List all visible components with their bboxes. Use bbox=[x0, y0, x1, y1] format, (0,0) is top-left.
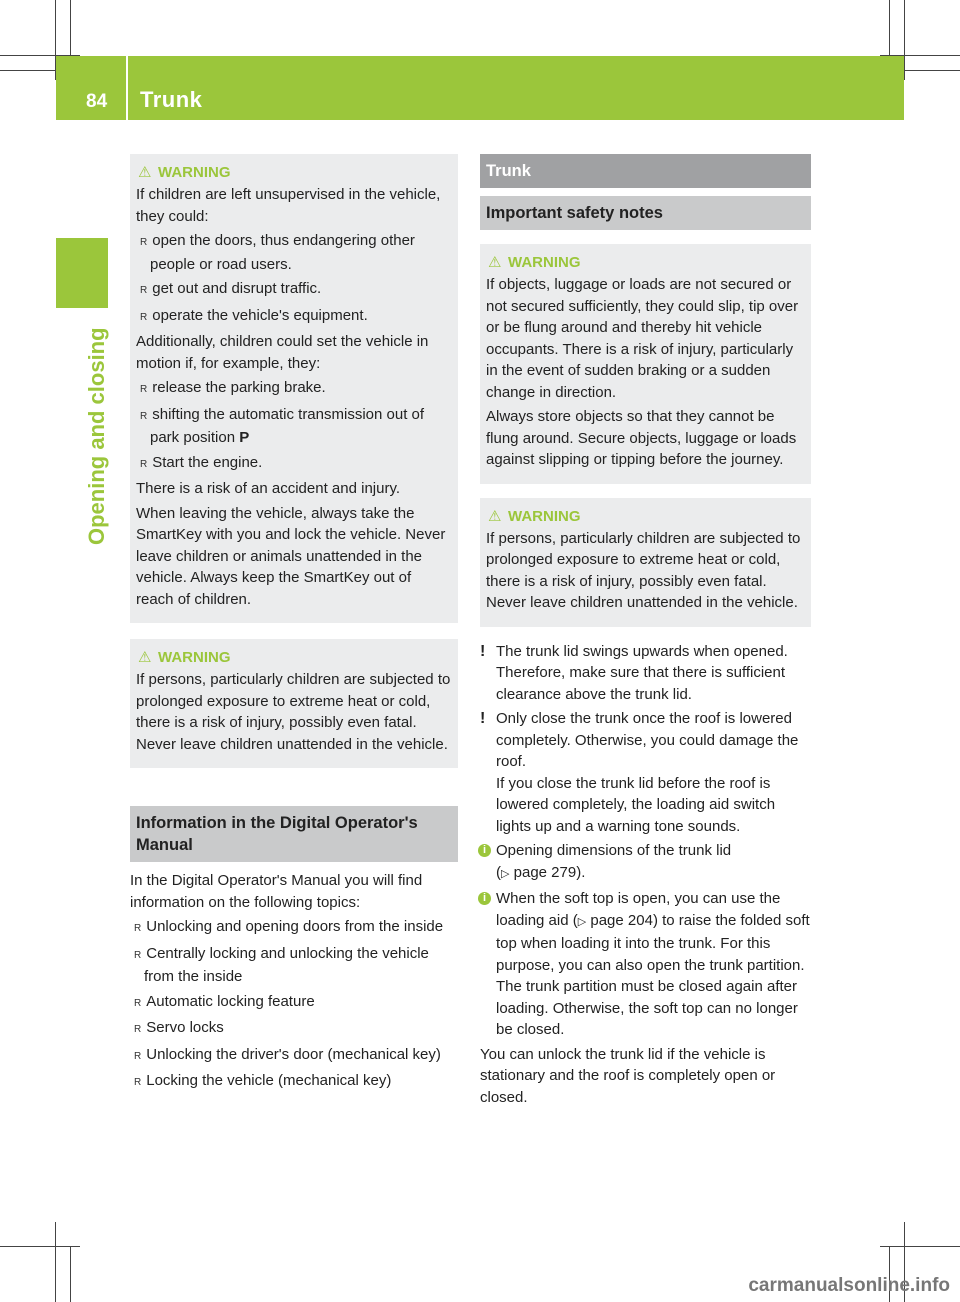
page-number: 84 bbox=[86, 91, 108, 112]
list-item: R open the doors, thus endangering other people or road users. bbox=[136, 230, 452, 275]
list-item: R Start the engine. bbox=[136, 452, 452, 476]
crop-mark bbox=[905, 70, 960, 71]
warning-icon: ⚠ bbox=[488, 507, 502, 525]
warning-box bbox=[480, 244, 811, 484]
crop-mark bbox=[889, 0, 890, 55]
warning-label: WARNING bbox=[508, 507, 581, 525]
page-ref-arrow-icon: ▷ bbox=[577, 915, 587, 928]
right-column bbox=[480, 154, 811, 1111]
crop-mark bbox=[55, 1222, 56, 1302]
list-item: R shifting the automatic transmission out of park position P bbox=[136, 404, 452, 449]
caution-icon: ! bbox=[480, 710, 486, 727]
section-title: Trunk bbox=[480, 154, 811, 188]
running-title: Trunk bbox=[140, 87, 203, 112]
list-item: R Locking the vehicle (mechanical key) bbox=[130, 1070, 458, 1094]
left-column bbox=[130, 154, 458, 1097]
warning-box bbox=[480, 498, 811, 627]
info-note: i When the soft top is open, you can use the loading aid (▷ page 204) to raise the folded soft top when loading it into the trunk. For this purpose, you can also open the trunk partition. The trunk partition must be closed again after loading. Otherwise, the soft top can no longer be closed. bbox=[480, 888, 811, 1041]
list-item: R operate the vehicle's equipment. bbox=[136, 305, 452, 329]
caution-note: ! The trunk lid swings upwards when opened. Therefore, make sure that there is sufficient clearance above the trunk lid. bbox=[480, 642, 788, 703]
header-divider bbox=[126, 56, 128, 120]
warning-heading bbox=[136, 162, 452, 184]
crop-mark bbox=[70, 1246, 71, 1302]
warning-text: If objects, luggage or loads are not secured or not secured sufficiently, they could slip, tip over or be flung around and thereby hit vehicle occupants. There is a risk of injury, particularly in the event of sudden braking or a sudden change in direction. bbox=[486, 276, 799, 401]
watermark: carmanualsonline.info bbox=[748, 1274, 950, 1296]
list-item: R Unlocking the driver's door (mechanical key) bbox=[130, 1044, 458, 1068]
crop-mark bbox=[880, 1246, 960, 1247]
warning-label: WARNING bbox=[158, 649, 231, 666]
list-item: R get out and disrupt traffic. bbox=[136, 278, 452, 302]
warning-box bbox=[130, 639, 458, 768]
warning-heading bbox=[136, 647, 452, 669]
caution-note: ! Only close the trunk once the roof is lowered completely. Otherwise, you could damage the roof. If you close the trunk lid before the roof is lowered completely, the loading aid switch lights up and a warning tone sounds. bbox=[480, 710, 799, 835]
warning-icon: ⚠ bbox=[138, 649, 152, 666]
crop-mark bbox=[0, 70, 55, 71]
warning-icon: ⚠ bbox=[488, 254, 502, 271]
warning-text: If children are left unsupervised in the vehicle, they could: bbox=[136, 186, 441, 225]
warning-text: Additionally, children could set the vehicle in motion if, for example, they: bbox=[136, 333, 429, 372]
page-reference[interactable]: page 204) to raise the folded soft top when loading it into the trunk. For this purpose, you can also open the trunk partition. bbox=[496, 911, 810, 974]
subsection-title: Important safety notes bbox=[480, 196, 811, 230]
warning-box bbox=[130, 154, 458, 623]
crop-mark bbox=[904, 0, 905, 80]
info-icon: i bbox=[478, 892, 491, 905]
warning-text: Always store objects so that they cannot be flung around. Secure objects, luggage or loads against slipping or tipping before the journey. bbox=[486, 408, 797, 468]
page-ref-arrow-icon: ▷ bbox=[501, 867, 510, 880]
crop-mark bbox=[0, 1246, 80, 1247]
chapter-label: Opening and closing bbox=[84, 327, 109, 545]
warning-icon: ⚠ bbox=[138, 164, 152, 181]
list-item: R Centrally locking and unlocking the vehicle from the inside bbox=[130, 943, 458, 988]
caution-icon: ! bbox=[480, 642, 486, 660]
list-item: R release the parking brake. bbox=[136, 377, 452, 401]
warning-text: If persons, particularly children are subjected to prolonged exposure to extreme heat or cold, there is a risk of injury, possibly even fatal. Never leave children unattended in the vehicle. bbox=[486, 529, 801, 611]
warning-label: WARNING bbox=[158, 164, 231, 181]
warning-text: When leaving the vehicle, always take the SmartKey with you and lock the vehicle. Never leave children or animals unattended in the vehicle. Always keep the SmartKey out of reach of children. bbox=[136, 504, 446, 608]
chapter-tab bbox=[56, 238, 108, 308]
page-reference[interactable]: page 279). bbox=[513, 863, 586, 881]
paragraph: In the Digital Operator's Manual you will find information on the following topics: bbox=[130, 872, 423, 911]
info-icon: i bbox=[478, 844, 491, 857]
list-item: R Unlocking and opening doors from the inside bbox=[130, 916, 458, 940]
info-note: i Opening dimensions of the trunk lid (▷ page 279). bbox=[480, 840, 811, 885]
paragraph: You can unlock the trunk lid if the vehicle is stationary and the roof is completely open or closed. bbox=[480, 1045, 776, 1106]
warning-heading bbox=[486, 252, 805, 274]
list-item: R Servo locks bbox=[130, 1017, 458, 1041]
section-heading: Information in the Digital Operator's Manual bbox=[130, 806, 458, 862]
warning-text: There is a risk of an accident and injury. bbox=[136, 480, 401, 497]
warning-text: If persons, particularly children are subjected to prolonged exposure to extreme heat or cold, there is a risk of injury, possibly even fatal. Never leave children unattended in the vehicle. bbox=[136, 671, 451, 753]
list-item: R Automatic locking feature bbox=[130, 991, 458, 1015]
warning-heading bbox=[486, 506, 805, 528]
crop-mark bbox=[70, 0, 71, 55]
warning-label: WARNING bbox=[508, 254, 581, 271]
